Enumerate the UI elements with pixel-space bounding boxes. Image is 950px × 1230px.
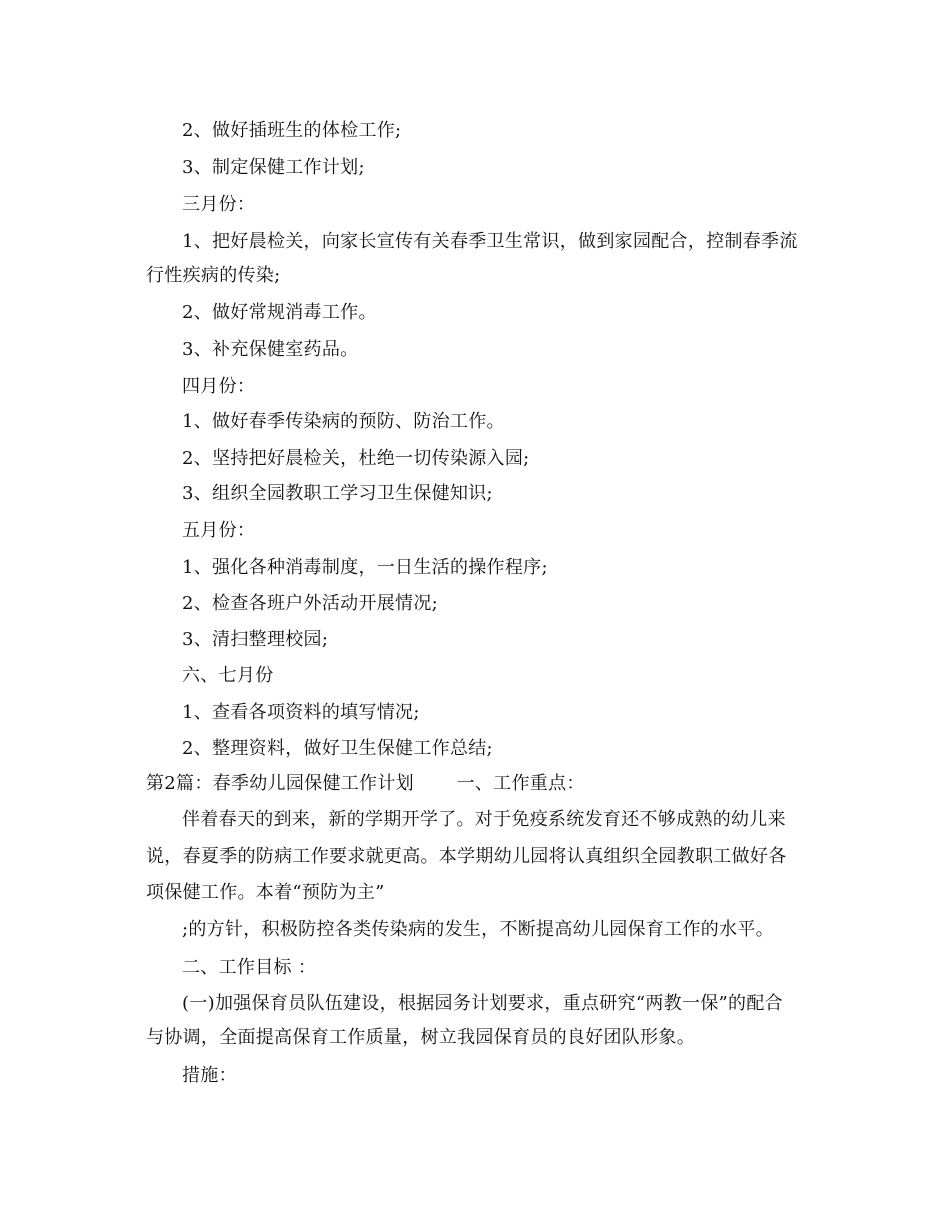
paragraph-line: 说，春夏季的防病工作要求就更高。本学期幼儿园将认真组织全园教职工做好各 [146, 846, 787, 867]
paragraph-line: 1、查看各项资料的填写情况; [182, 702, 420, 723]
paragraph-line: (一)加强保育员队伍建设，根据园务计划要求，重点研究“两教一保”的配合 [182, 993, 783, 1014]
paragraph-line: 2、整理资料，做好卫生保健工作总结; [182, 738, 493, 759]
paragraph-line: 项保健工作。本着“预防为主” [146, 882, 385, 903]
section-heading-march: 三月份： [182, 194, 256, 215]
paragraph-line: ;的方针，积极防控各类传染病的发生，不断提高幼儿园保育工作的水平。 [182, 919, 774, 940]
article-title: 第2篇：春季幼儿园保健工作计划 一、工作重点： [146, 773, 585, 794]
paragraph-line: 3、组织全园教职工学习卫生保健知识; [182, 483, 493, 504]
section-heading-june-july: 六、七月份 [182, 665, 274, 686]
paragraph-line: 2、做好插班生的体检工作; [182, 120, 402, 141]
section-heading-goals: 二、工作目标 ： [182, 957, 317, 978]
paragraph-line: 伴着春天的到来，新的学期开学了。对于免疫系统发育还不够成熟的幼儿来 [182, 809, 786, 830]
section-heading-may: 五月份： [182, 520, 256, 541]
paragraph-line: 与协调，全面提高保育工作质量，树立我园保育员的良好团队形象。 [146, 1027, 695, 1048]
paragraph-line: 3、补充保健室药品。 [182, 339, 359, 360]
paragraph-line: 2、检查各班户外活动开展情况; [182, 593, 439, 614]
section-heading-measures: 措施： [182, 1065, 237, 1086]
paragraph-line: 1、强化各种消毒制度，一日生活的操作程序; [182, 557, 548, 578]
section-heading-april: 四月份： [182, 376, 256, 397]
paragraph-line: 1、做好春季传染病的预防、防治工作。 [182, 411, 505, 432]
paragraph-line: 行性疾病的传染; [146, 265, 281, 286]
paragraph-line: 1、把好晨检关，向家长宣传有关春季卫生常识，做到家园配合，控制春季流 [182, 231, 798, 252]
paragraph-line: 2、坚持把好晨检关，杜绝一切传染源入园; [182, 448, 530, 469]
paragraph-line: 3、清扫整理校园; [182, 629, 329, 650]
paragraph-line: 3、制定保健工作计划; [182, 157, 365, 178]
paragraph-line: 2、做好常规消毒工作。 [182, 302, 377, 323]
